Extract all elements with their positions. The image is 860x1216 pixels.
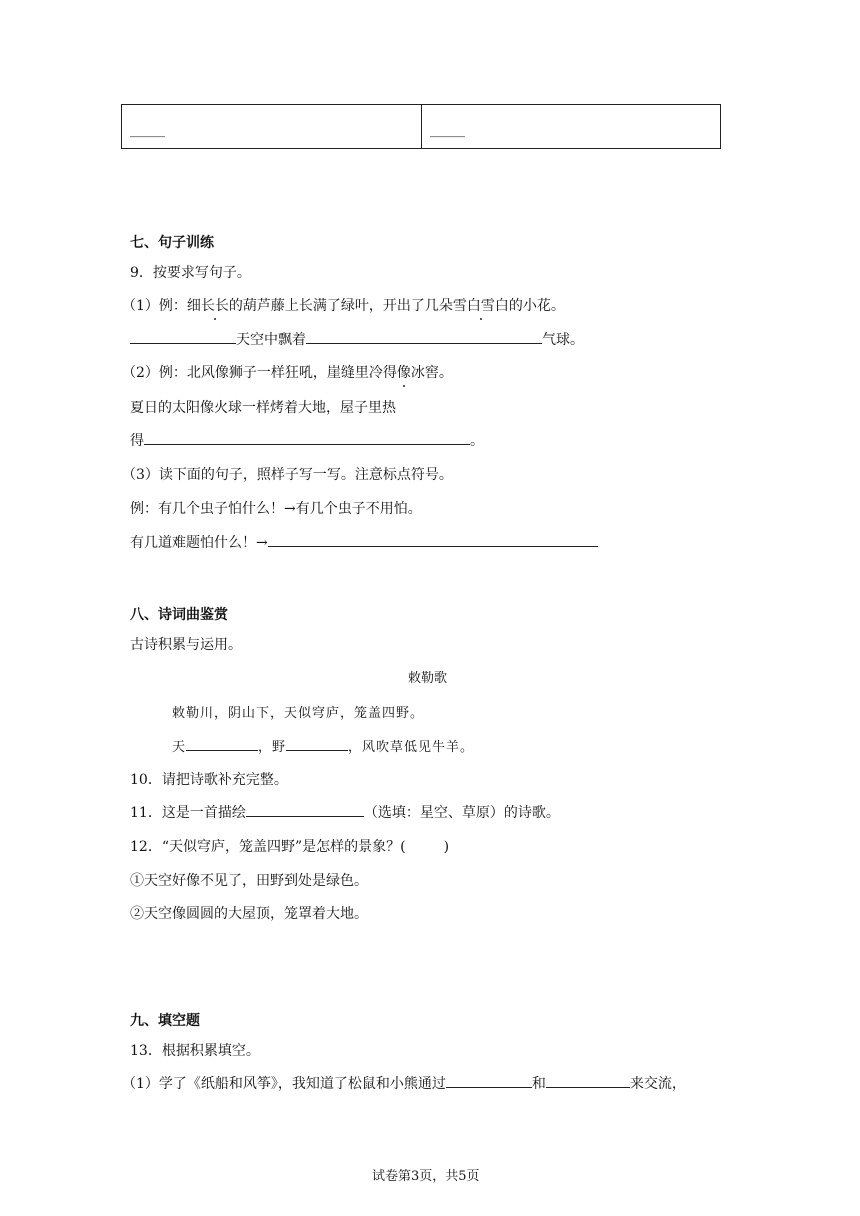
item-1-example-mid: 的葫芦藤上长满了绿叶，开出了几朵 [228,298,453,314]
question-12-post: ) [443,839,450,855]
answer-blank[interactable] [246,804,364,817]
question-12 [130,836,449,856]
item-3-example: 例：有几个虫子怕什么！→有几个虫子不用怕。 [130,501,422,517]
poem-line-2 [172,736,474,755]
poem-line-2-c: ，风吹草低见牛羊。 [348,740,475,755]
item-1-example-post: 的小花。 [508,298,565,314]
question-12-pre: 12．“天似穹庐，笼盖四野”是怎样的景象？( [130,839,406,855]
answer-blank[interactable] [286,738,348,751]
item-1-task [130,329,584,349]
section-9-item-1-pre: （1）学了《纸船和风筝》，我知道了松鼠和小熊通过 [122,1076,446,1092]
section-9-item-1 [122,1073,686,1093]
section-9-item-1-post: 来交流， [629,1076,686,1092]
item-2-example-pre: （2）例：北风像狮子一样狂吼，崖缝里 [122,365,369,381]
item-1-example [122,295,565,315]
question-11-pre: 11．这是一首描绘 [130,805,246,821]
answer-blank[interactable] [144,432,470,445]
page-footer: 试卷第3页，共5页 [372,1169,480,1184]
emphasis-dotted-a: 长长 [201,295,229,315]
answer-blank[interactable] [186,738,258,751]
poem-line-1: 敕勒川，阴山下，天似穹庐，笼盖四野。 [172,706,425,721]
poem-line-2-b: ，野 [258,740,287,755]
section-7-heading: 七、句子训练 [130,235,214,251]
answer-blank[interactable] [546,1075,630,1088]
section-8-intro: 古诗积累与运用。 [130,637,242,653]
section-9-heading: 九、填空题 [130,1013,200,1029]
answer-blank[interactable] [446,1075,532,1088]
emphasis-dotted-c: 冷得像冰窖 [369,362,439,382]
poem-line-2-a: 天 [172,740,187,755]
table-cell-right: _____ [430,122,465,138]
table-cell-left: _____ [130,122,165,138]
section-9-item-1-mid: 和 [531,1076,546,1092]
item-3-instruction: （3）读下面的句子，照样子写一写。注意标点符号。 [122,467,453,483]
question-11 [130,802,560,822]
option-2: ②天空像圆圆的大屋顶，笼罩着大地。 [130,906,368,922]
question-10: 10．请把诗歌补充完整。 [130,772,288,788]
item-3-task [130,532,598,552]
question-11-post: （选填：星空、草原）的诗歌。 [363,805,560,821]
item-2-line-1: 夏日的太阳像火球一样烤着大地，屋子里热 [130,400,396,416]
answer-table [121,104,721,149]
answer-blank[interactable] [268,534,598,547]
answer-blank[interactable] [130,331,236,344]
item-2-line-2-pre: 得 [130,433,144,449]
item-2-line-2-post: 。 [470,433,484,449]
table-divider [421,105,422,148]
emphasis-dotted-b: 雪白雪白 [453,295,509,315]
item-1-task-text1: 天空中飘着 [236,332,306,348]
item-2-example [122,362,453,382]
question-9: 9．按要求写句子。 [130,265,251,281]
item-2-example-post: 。 [438,365,453,381]
answer-blank[interactable] [306,331,542,344]
option-1: ①天空好像不见了，田野到处是绿色。 [130,873,368,889]
item-1-example-pre: （1）例：细 [122,298,201,314]
item-1-task-text2: 气球。 [542,332,584,348]
poem-title: 敕勒歌 [408,671,448,686]
item-3-task-text: 有几道难题怕什么！→ [130,535,268,551]
section-8-heading: 八、诗词曲鉴赏 [130,607,228,623]
item-2-line-2 [130,430,484,450]
question-13: 13．根据积累填空。 [130,1043,260,1059]
